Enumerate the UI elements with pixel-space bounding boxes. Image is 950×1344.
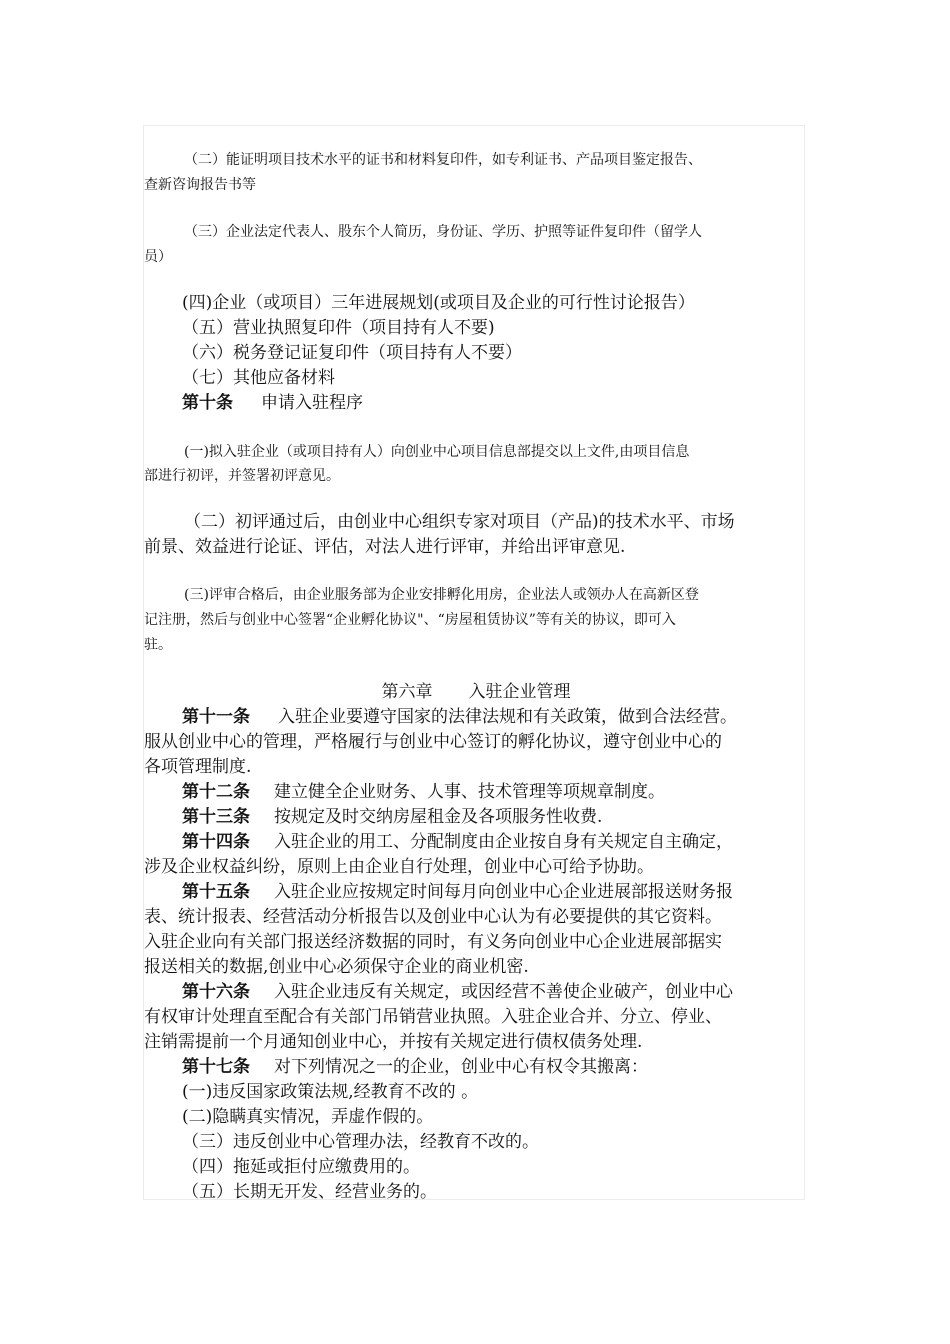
article-15-title: 第十五条 [182, 882, 250, 902]
article-14-line-1: 第十四条 入驻企业的用工、分配制度由企业按自身有关规定自主确定， [182, 832, 733, 852]
item-4: (四)企业（或项目）三年进展规划(或项目及企业的可行性讨论报告） [182, 293, 695, 313]
article-16-line-3: 注销需提前一个月通知创业中心，并按有关规定进行债权债务处理. [144, 1032, 643, 1052]
item-6: （六）税务登记证复印件（项目持有人不要） [182, 343, 522, 363]
article-16-title: 第十六条 [182, 982, 250, 1002]
article-15-line-2: 表、统计报表、经营活动分析报告以及创业中心认为有必要提供的其它资料。 [144, 907, 722, 927]
article-15-line-1: 第十五条 入驻企业应按规定时间每月向创业中心企业进展部报送财务报 [182, 882, 733, 902]
article-14-line-2: 涉及企业权益纠纷，原则上由企业自行处理，创业中心可给予协助。 [144, 857, 654, 877]
item-2-line-2: 查新咨询报告书等 [144, 177, 256, 193]
article-12: 第十二条 建立健全企业财务、人事、技术管理等项规章制度。 [182, 782, 665, 802]
chapter-6-title: 入驻企业管理 [468, 682, 571, 702]
art10-item-3-line-2: 记注册，然后与创业中心签署“企业孵化协议"、“房屋租赁协议”等有关的协议，即可入 [144, 612, 676, 628]
article-11-line-1: 第十一条 入驻企业要遵守国家的法律法规和有关政策，做到合法经营。 [182, 707, 737, 727]
article-12-title: 第十二条 [182, 782, 250, 802]
item-2-line-1: （二）能证明项目技术水平的证书和材料复印件，如专利证书、产品项目鉴定报告、 [184, 152, 702, 168]
article-13: 第十三条 按规定及时交纳房屋租金及各项服务性收费. [182, 807, 603, 827]
art10-item-1-line-1: (一)拟入驻企业（或项目持有人）向创业中心项目信息部提交以上文件,由项目信息 [184, 444, 690, 460]
article-16-line-1: 第十六条 入驻企业违反有关规定，或因经营不善使企业破产，创业中心 [182, 982, 733, 1002]
article-17-title: 第十七条 [182, 1057, 250, 1077]
article-17-item-4: （四）拖延或拒付应缴费用的。 [182, 1157, 420, 1177]
article-10-title: 第十条 [182, 393, 233, 413]
article-10-text: 申请入驻程序 [261, 393, 363, 413]
article-10 [144, 391, 808, 416]
art10-item-2-line-1: （二）初评通过后，由创业中心组织专家对项目（产品)的技术水平、市场 [184, 512, 735, 532]
article-14-title: 第十四条 [182, 832, 250, 852]
art10-item-2-line-2: 前景、效益进行论证、评估，对法人进行评审，并给出评审意见. [144, 537, 626, 557]
article-11-title: 第十一条 [182, 707, 250, 727]
chapter-6-heading [144, 680, 808, 705]
article-17-item-5: （五）长期无开发、经营业务的。 [182, 1182, 437, 1202]
art10-item-3-line-1: (三)评审合格后，由企业服务部为企业安排孵化用房，企业法人或领办人在高新区登 [184, 587, 699, 603]
article-11-line-2: 服从创业中心的管理，严格履行与创业中心签订的孵化协议，遵守创业中心的 [144, 732, 722, 752]
art10-item-3-line-3: 驻。 [144, 637, 172, 653]
art10-item-1-line-2: 部进行初评，并签署初评意见。 [144, 468, 340, 484]
article-17-item-2: (二)隐瞒真实情况，弄虚作假的。 [182, 1107, 434, 1127]
item-3-line-1: （三）企业法定代表人、股东个人简历，身份证、学历、护照等证件复印件（留学人 [184, 224, 702, 240]
article-15-line-3: 入驻企业向有关部门报送经济数据的同时，有义务向创业中心企业进展部据实 [144, 932, 722, 952]
item-3-line-2: 员） [144, 249, 172, 265]
article-17: 第十七条 对下列情况之一的企业，创业中心有权令其搬离： [182, 1057, 648, 1077]
article-11-line-3: 各项管理制度. [144, 757, 252, 777]
article-13-title: 第十三条 [182, 807, 250, 827]
chapter-6-number: 第六章 [381, 682, 433, 702]
article-15-line-4: 报送相关的数据,创业中心必须保守企业的商业机密. [144, 957, 529, 977]
article-17-item-1: (一)违反国家政策法规,经教育不改的 。 [182, 1082, 479, 1102]
article-17-item-3: （三）违反创业中心管理办法，经教育不改的。 [182, 1132, 539, 1152]
item-7: （七）其他应备材料 [182, 368, 335, 388]
item-5: （五）营业执照复印件（项目持有人不要) [182, 318, 495, 338]
article-16-line-2: 有权审计处理直至配合有关部门吊销营业执照。入驻企业合并、分立、停业、 [144, 1007, 722, 1027]
